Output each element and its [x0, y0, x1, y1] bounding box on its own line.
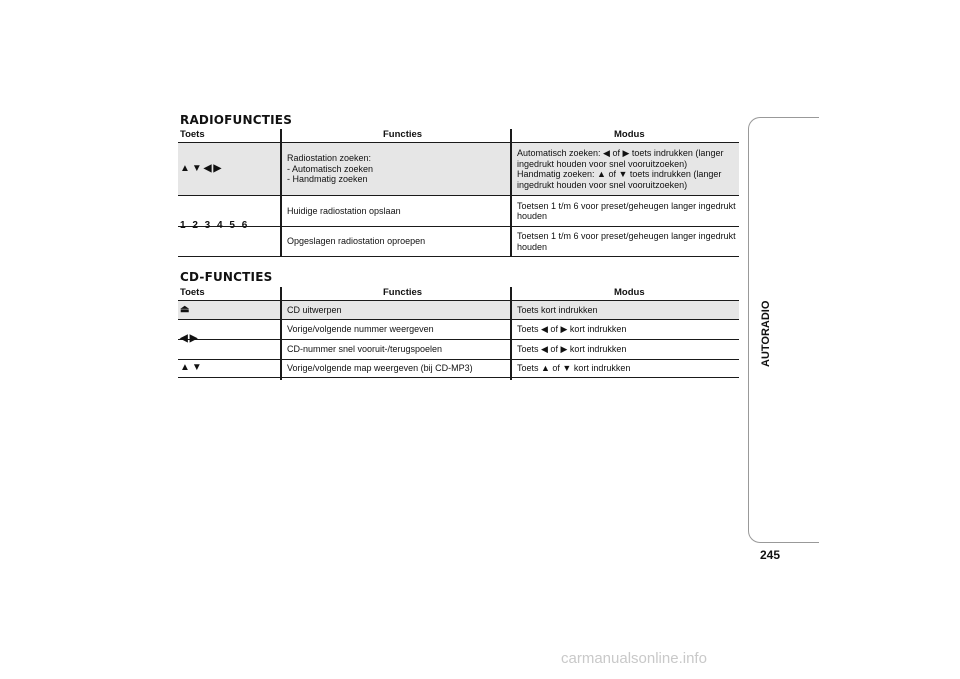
arrow-keys-icon: ▲▼◀▶ — [180, 162, 224, 174]
table-row — [178, 143, 739, 196]
modus-cell: Toets kort indrukken — [517, 304, 598, 315]
up-down-arrow-icon: ▲▼ — [180, 362, 204, 374]
header-modus: Modus — [614, 129, 645, 140]
header-toets: Toets — [180, 129, 205, 140]
header-functies: Functies — [383, 129, 423, 140]
table-row — [178, 320, 739, 345]
functies-cell: CD-nummer snel vooruit-/terugspoelen — [287, 344, 443, 355]
modus-cell: Toets ◀ of ▶ kort indrukken — [517, 344, 627, 355]
left-right-arrow-icon: ◀▶ — [180, 333, 200, 345]
modus-cell: Automatisch zoeken: ◀ of ▶ toets indrukken (langer ingedrukt houden voor snel vooruitzoeken) Handmatig zoeken: ▲ of ▼ toets indrukken (langer ingedrukt houden voor snel vooruitzoeken) — [517, 148, 724, 190]
modus-cell: Toetsen 1 t/m 6 voor preset/geheugen langer ingedrukt houden — [517, 200, 736, 221]
radio-section-title: RADIOFUNCTIES — [180, 113, 293, 127]
modus-cell: Toetsen 1 t/m 6 voor preset/geheugen langer ingedrukt houden — [517, 231, 736, 252]
modus-cell: Toets ◀ of ▶ kort indrukken — [517, 324, 627, 335]
functies-cell: CD uitwerpen — [287, 304, 342, 315]
table-row — [178, 196, 739, 232]
header-modus: Modus — [614, 287, 645, 298]
header-toets: Toets — [180, 287, 205, 298]
functies-cell: Vorige/volgende map weergeven (bij CD-MP3) — [287, 363, 473, 374]
radio-table-header — [178, 129, 739, 142]
functies-cell: Vorige/volgende nummer weergeven — [287, 324, 434, 335]
radio-table — [178, 129, 739, 257]
header-functies: Functies — [383, 287, 423, 298]
chapter-tab — [748, 117, 819, 543]
functies-cell: Opgeslagen radiostation oproepen — [287, 236, 426, 247]
page-number: 245 — [760, 548, 781, 562]
table-row — [178, 301, 739, 320]
up-down-keys-cell — [178, 360, 278, 377]
table-row — [178, 340, 739, 360]
functies-cell: Radiostation zoeken: - Automatisch zoeken - Handmatig zoeken — [287, 153, 374, 185]
cd-table — [178, 287, 739, 378]
chapter-label: AUTORADIO — [760, 300, 772, 367]
watermark: carmanualsonline.info — [561, 650, 707, 667]
cd-table-header — [178, 287, 739, 300]
eject-icon: ⏏ — [180, 303, 192, 315]
keys-arrows-cell — [178, 143, 278, 195]
table-row — [178, 360, 739, 378]
cd-section-title: CD-FUNCTIES — [180, 270, 273, 284]
modus-cell: Toets ▲ of ▼ kort indrukken — [517, 363, 631, 374]
table-row — [178, 227, 739, 257]
eject-key-cell — [178, 301, 278, 319]
preset-keys: 1 2 3 4 5 6 — [180, 220, 250, 232]
functies-cell: Huidige radiostation opslaan — [287, 205, 401, 216]
